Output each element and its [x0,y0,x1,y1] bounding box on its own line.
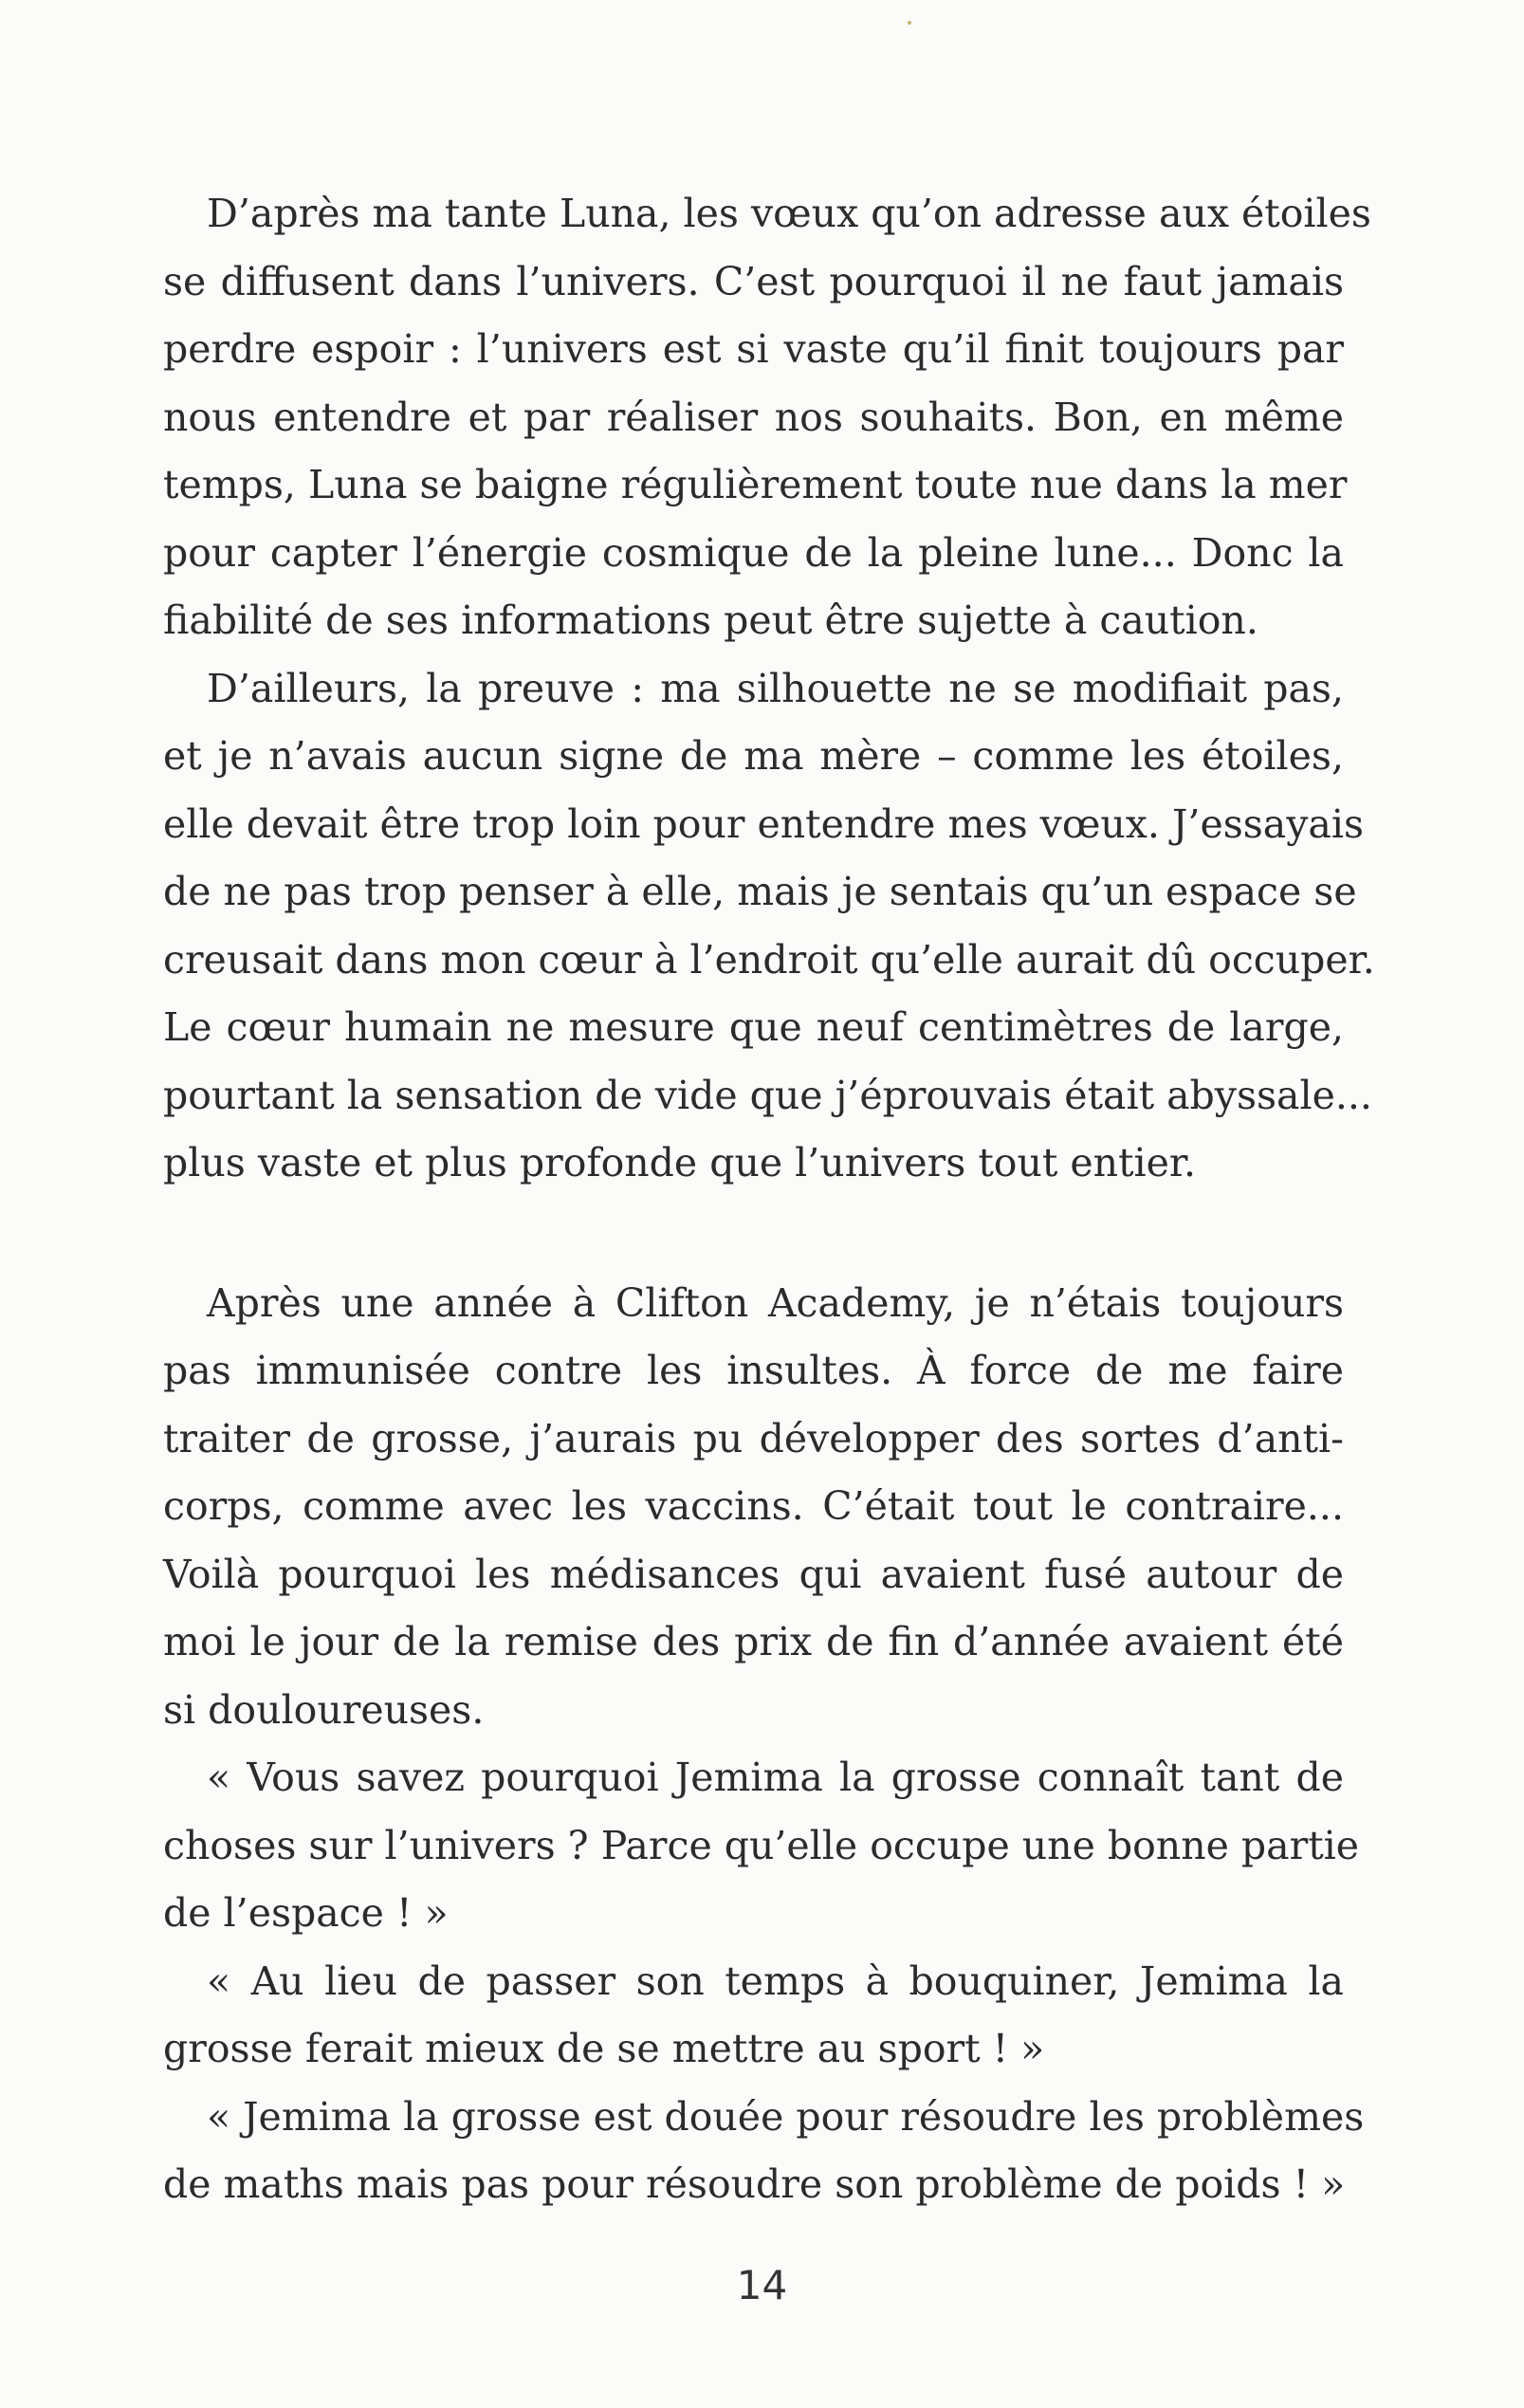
text-line: « Au lieu de passer son temps à bouquiner, Jemima la [207,1958,1344,2004]
text-line: et je n’avais aucun signe de ma mère – comme les étoiles, [163,733,1344,779]
text-line: « Vous savez pourquoi Jemima la grosse connaît tant de [207,1755,1344,1800]
text-line: temps, Luna se baigne régulièrement toute nue dans la mer [163,462,1348,507]
section-break [163,1198,1344,1270]
page-number: 14 [736,2262,788,2308]
text-line: D’ailleurs, la preuve : ma silhouette ne se modifiait pas, [207,665,1344,711]
paragraph-3 [163,1270,1344,1745]
text-line: Après une année à Clifton Academy, je n’étais toujours [207,1279,1344,1326]
text-line: traiter de grosse, j’aurais pu développer des sortes d’anti- [163,1415,1344,1461]
text-line: plus vaste et plus profonde que l’univers tout entier. [163,1140,1197,1186]
text-line: de l’espace ! » [163,1890,449,1936]
paragraph-2 [163,655,1375,1198]
text-line: pas immunisée contre les insultes. À force de me faire [163,1348,1344,1393]
text-line: pourtant la sensation de vide que j’éprouvais était abyssale... [163,1072,1372,1118]
text-line: corps, comme avec les vaccins. C’était tout le contraire... [163,1483,1344,1529]
text-line: moi le jour de la remise des prix de fin d’année avaient été [163,1619,1344,1664]
text-line: fiabilité de ses informations peut être sujette à caution. [163,597,1258,643]
text-line: D’après ma tante Luna, les vœux qu’on adresse aux étoiles [207,191,1371,236]
text-line: de ne pas trop penser à elle, mais je sentais qu’un espace se [163,869,1357,914]
text-line: « Jemima la grosse est douée pour résoudre les problèmes [207,2093,1365,2140]
paragraph-4 [163,1744,1360,1948]
text-line: Voilà pourquoi les médisances qui avaient fusé autour de [163,1551,1344,1597]
paper-speck [908,21,911,25]
paragraph-6 [163,2084,1365,2219]
text-line: elle devait être trop loin pour entendre mes vœux. J’essayais [163,800,1364,847]
text-line: si douloureuses. [163,1686,485,1733]
text-line: choses sur l’univers ? Parce qu’elle occupe une bonne partie [163,1822,1360,1868]
text-line: de maths mais pas pour résoudre son problème de poids ! » [163,2161,1346,2207]
text-line: se diffusent dans l’univers. C’est pourquoi il ne faut jamais [163,258,1344,304]
body-text [163,180,1375,2219]
text-line: pour capter l’énergie cosmique de la pleine lune... Donc la [163,529,1344,576]
paragraph-1 [163,180,1371,655]
text-line: creusait dans mon cœur à l’endroit qu’elle aurait dû occuper. [163,936,1375,983]
paragraph-5 [163,1948,1344,2084]
text-line: grosse ferait mieux de se mettre au sport ! » [163,2026,1045,2071]
text-line: nous entendre et par réaliser nos souhaits. Bon, en même [163,394,1344,440]
text-line: Le cœur humain ne mesure que neuf centimètres de large, [163,1004,1344,1050]
text-line: perdre espoir : l’univers est si vaste qu’il finit toujours par [163,326,1344,372]
